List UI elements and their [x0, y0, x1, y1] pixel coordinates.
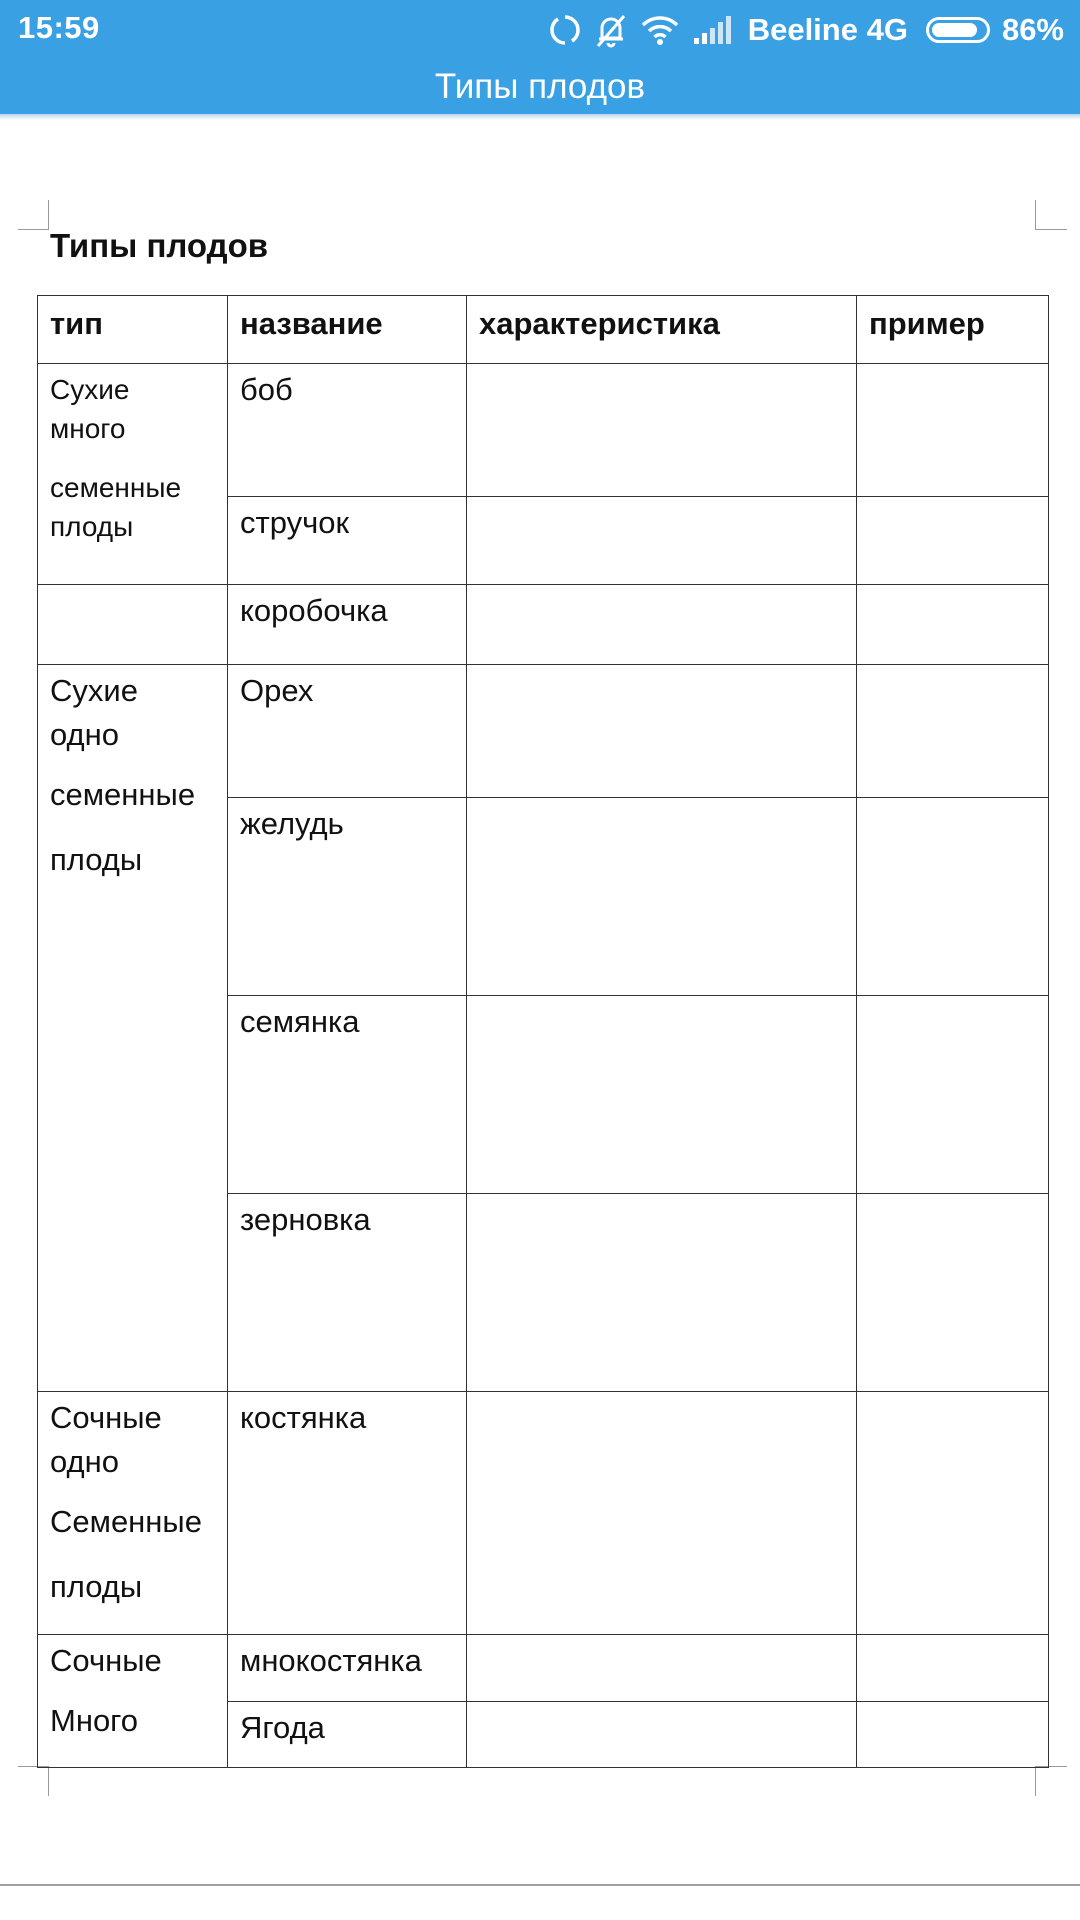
- type-line: Семенные: [50, 1504, 202, 1539]
- characteristic-cell[interactable]: [467, 798, 857, 996]
- name-cell: семянка: [228, 996, 467, 1194]
- example-cell[interactable]: [857, 1392, 1049, 1635]
- type-line: семенные: [50, 777, 196, 812]
- type-cell: [38, 364, 228, 585]
- table-row: [38, 585, 1049, 665]
- header-name: название: [228, 296, 467, 364]
- name-cell: мнокостянка: [228, 1635, 467, 1702]
- characteristic-cell[interactable]: [467, 1702, 857, 1768]
- type-line: Сухие: [50, 673, 138, 708]
- app-bar-shadow: [0, 114, 1080, 120]
- type-line: плоды: [50, 1569, 143, 1604]
- name-cell: зерновка: [228, 1194, 467, 1392]
- app-bar: [0, 0, 1080, 114]
- example-cell[interactable]: [857, 798, 1049, 996]
- crop-mark-bottom-left: [48, 1766, 49, 1796]
- characteristic-cell[interactable]: [467, 497, 857, 585]
- crop-mark-top-left-h: [18, 229, 49, 230]
- characteristic-cell[interactable]: [467, 665, 857, 798]
- bell-off-icon: [594, 12, 628, 48]
- characteristic-cell[interactable]: [467, 996, 857, 1194]
- app-title: Типы плодов: [434, 67, 646, 106]
- name-cell: костянка: [228, 1392, 467, 1635]
- type-line: семенные: [50, 472, 182, 503]
- example-cell[interactable]: [857, 497, 1049, 585]
- name-cell: желудь: [228, 798, 467, 996]
- example-cell[interactable]: [857, 364, 1049, 497]
- type-line: плоды: [50, 842, 143, 877]
- characteristic-cell[interactable]: [467, 364, 857, 497]
- characteristic-cell[interactable]: [467, 585, 857, 665]
- example-cell[interactable]: [857, 1635, 1049, 1702]
- type-cell: [38, 1392, 228, 1635]
- type-line: Сочные: [50, 1400, 162, 1435]
- crop-mark-bottom-right: [1035, 1766, 1036, 1796]
- table-header-row: [38, 296, 1049, 364]
- table-row: [38, 1392, 1049, 1635]
- example-cell[interactable]: [857, 1702, 1049, 1768]
- fruit-types-table: [37, 295, 1049, 1768]
- status-time: 15:59: [18, 10, 100, 45]
- battery-percent: 86%: [1001, 12, 1064, 47]
- name-cell: Ягода: [228, 1702, 467, 1768]
- battery-fill: [932, 23, 977, 37]
- example-cell[interactable]: [857, 585, 1049, 665]
- carrier-label: Beeline 4G: [747, 12, 908, 47]
- type-line: одно: [50, 717, 120, 752]
- name-cell: стручок: [228, 497, 467, 585]
- header-example: пример: [857, 296, 1049, 364]
- table-row: [38, 364, 1049, 497]
- status-icons: [548, 8, 1064, 52]
- signal-icon: [692, 14, 732, 46]
- crop-mark-top-right: [1035, 200, 1036, 230]
- name-cell: Орех: [228, 665, 467, 798]
- type-cell: [38, 585, 228, 665]
- crop-mark-top-left: [48, 200, 49, 230]
- type-line: много: [50, 413, 126, 444]
- characteristic-cell[interactable]: [467, 1392, 857, 1635]
- type-line: Много: [50, 1703, 139, 1738]
- type-cell: [38, 665, 228, 1392]
- type-line: Сухие: [50, 374, 130, 405]
- type-line: одно: [50, 1444, 120, 1479]
- document-heading: Типы плодов: [50, 227, 269, 264]
- characteristic-cell[interactable]: [467, 1635, 857, 1702]
- page-bottom-divider: [0, 1884, 1080, 1886]
- characteristic-cell[interactable]: [467, 1194, 857, 1392]
- type-line: плоды: [50, 511, 134, 542]
- type-line: Сочные: [50, 1643, 162, 1678]
- wifi-icon: [640, 14, 680, 46]
- table-row: [38, 665, 1049, 798]
- name-cell: боб: [228, 364, 467, 497]
- name-cell: коробочка: [228, 585, 467, 665]
- crop-mark-top-right-h: [1035, 229, 1067, 230]
- header-type: тип: [38, 296, 228, 364]
- sync-icon: [548, 13, 582, 47]
- type-cell: [38, 1635, 228, 1768]
- example-cell[interactable]: [857, 996, 1049, 1194]
- example-cell[interactable]: [857, 665, 1049, 798]
- table-row: [38, 1635, 1049, 1702]
- example-cell[interactable]: [857, 1194, 1049, 1392]
- header-characteristic: характеристика: [467, 296, 857, 364]
- battery-icon: [926, 17, 990, 43]
